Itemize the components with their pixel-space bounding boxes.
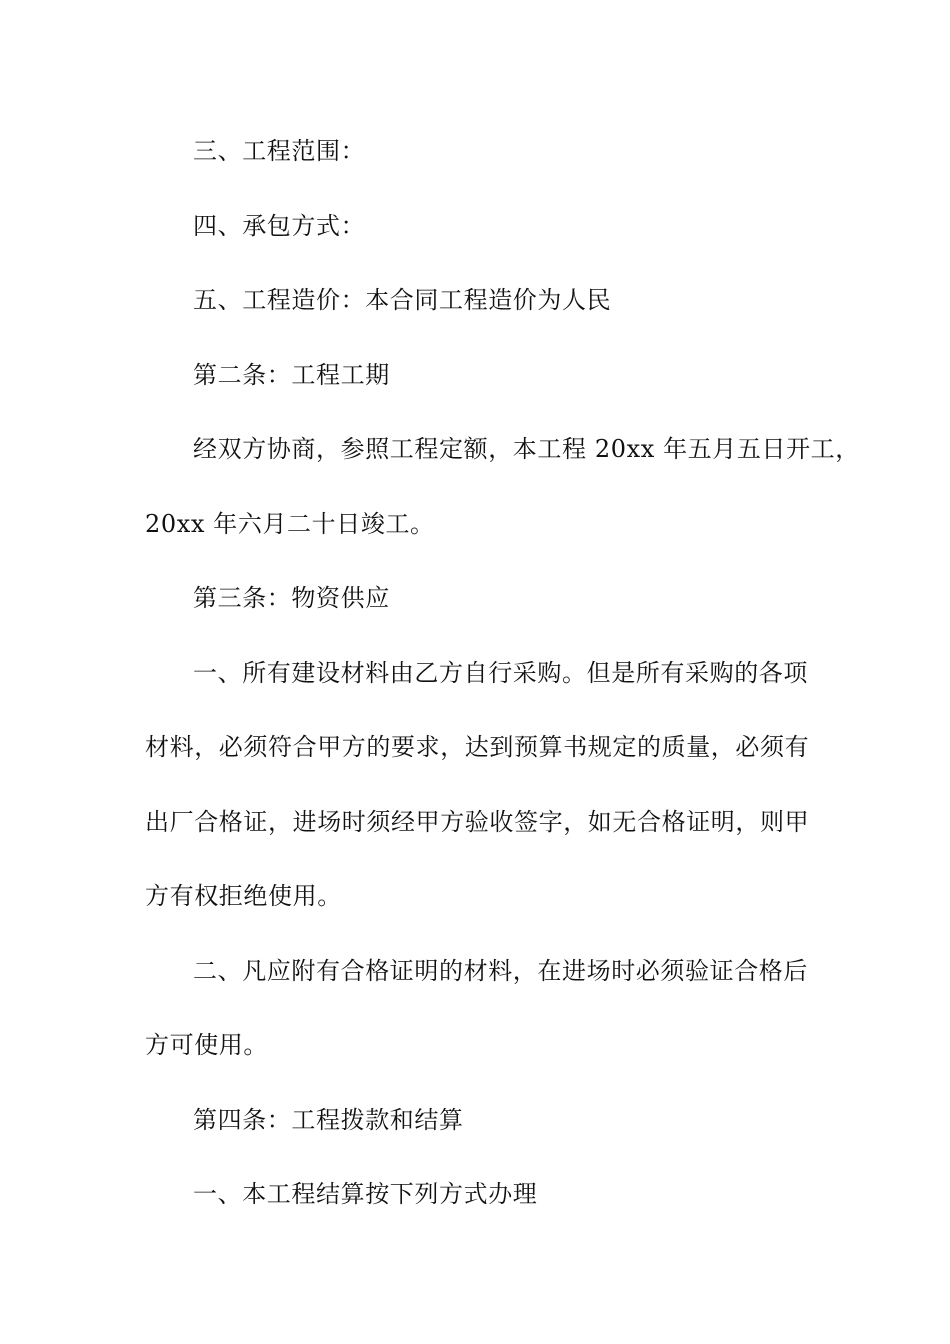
materials-paragraph-line-1: 一、所有建设材料由乙方自行采购。但是所有采购的各项	[193, 659, 808, 687]
certificates-paragraph-line-2: 方可使用。	[145, 1031, 268, 1059]
materials-paragraph-line-4: 方有权拒绝使用。	[145, 882, 342, 910]
materials-paragraph-line-3: 出厂合格证，进场时须经甲方验收签字，如无合格证明，则甲	[145, 808, 810, 836]
article-four-heading: 第四条：工程拨款和结算	[193, 1106, 464, 1134]
article-two-paragraph-line-2: 20xx 年六月二十日竣工。	[145, 510, 435, 538]
section-contract-method: 四、承包方式：	[193, 212, 366, 240]
settlement-paragraph-line-1: 一、本工程结算按下列方式办理	[193, 1180, 538, 1208]
certificates-paragraph-line-1: 二、凡应附有合格证明的材料，在进场时必须验证合格后	[193, 957, 808, 985]
section-scope: 三、工程范围：	[193, 137, 366, 165]
materials-paragraph-line-2: 材料，必须符合甲方的要求，达到预算书规定的质量，必须有	[145, 733, 810, 761]
section-project-cost: 五、工程造价：本合同工程造价为人民	[193, 286, 612, 314]
article-two-paragraph-line-1: 经双方协商，参照工程定额，本工程 20xx 年五月五日开工，	[193, 435, 860, 463]
article-two-heading: 第二条：工程工期	[193, 361, 390, 389]
article-three-heading: 第三条：物资供应	[193, 584, 390, 612]
